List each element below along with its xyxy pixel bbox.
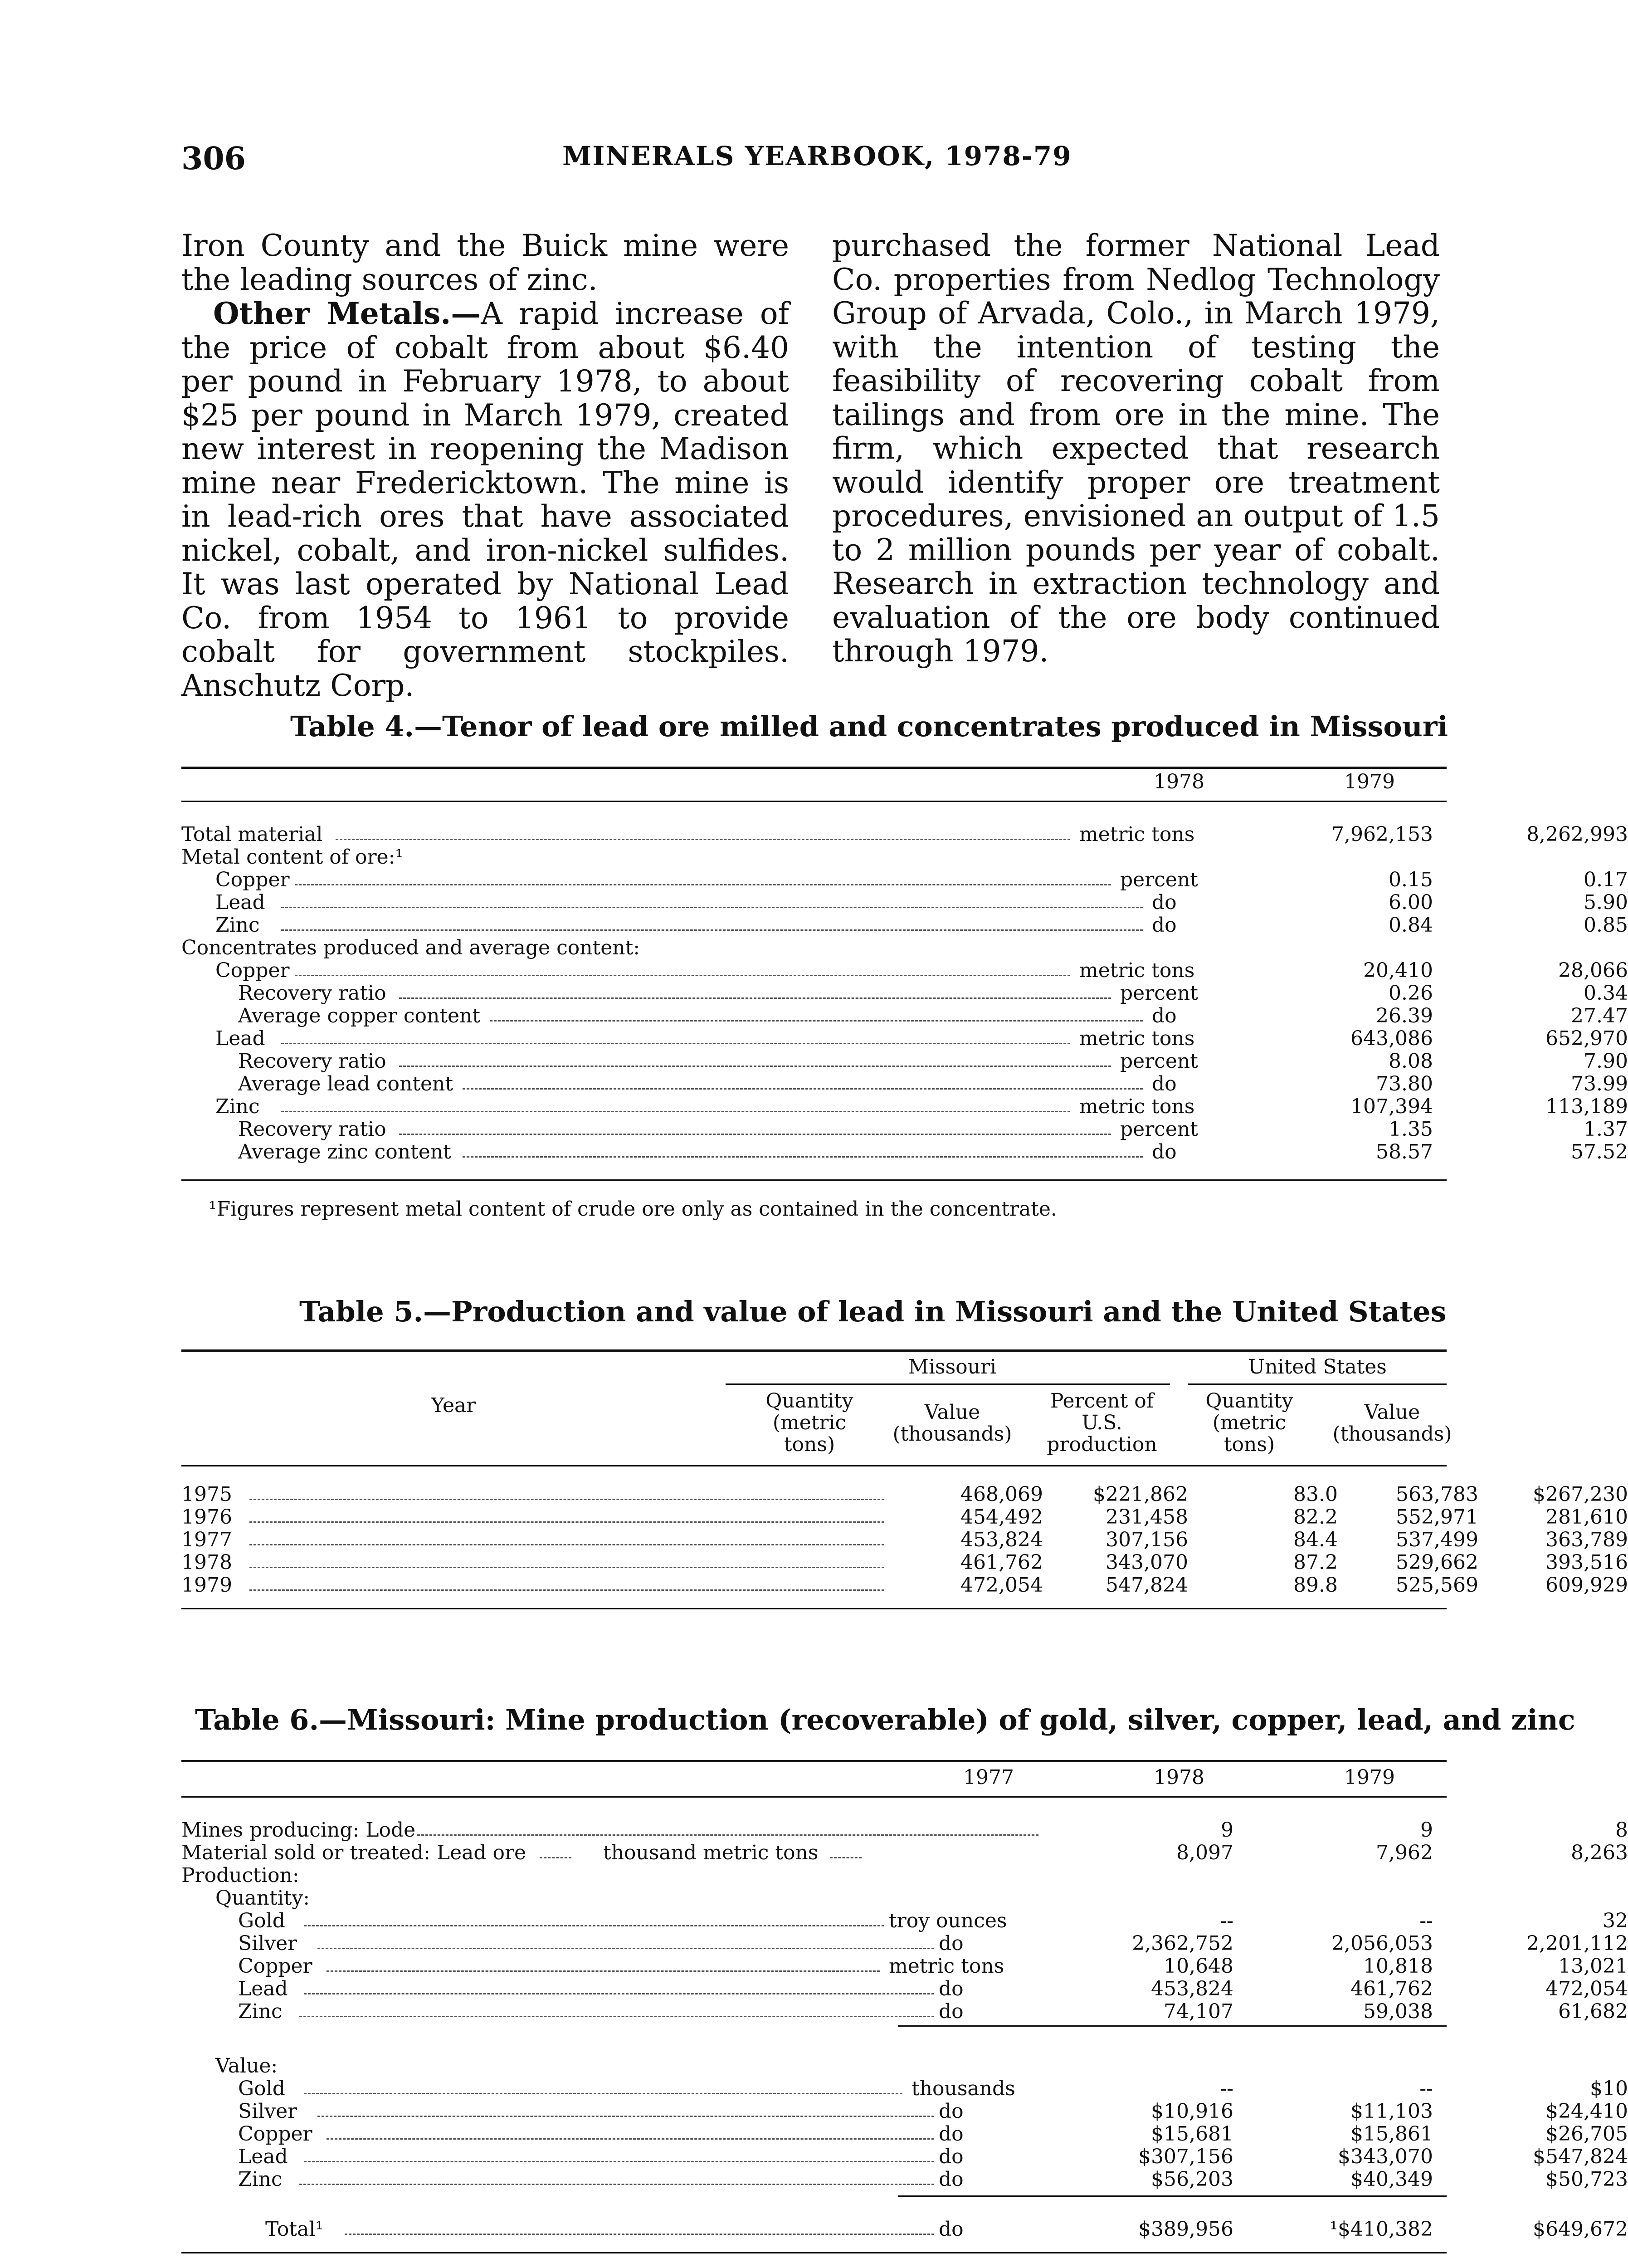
cell-mo-qty: 453,824 <box>960 1528 1043 1551</box>
cell-1977: $15,681 <box>1151 2122 1233 2146</box>
table4-title: Table 4.—Tenor of lead ore milled and concentrates produced in Missouri <box>290 710 1448 743</box>
row-label: Mines producing: Lode <box>181 1818 416 1842</box>
cell-1979: 27.47 <box>1571 1004 1628 1027</box>
cell-1979: 73.99 <box>1571 1072 1628 1095</box>
cell-1977: -- <box>1220 2077 1233 2100</box>
page-number: 306 <box>181 141 246 177</box>
cell-1979: 7.90 <box>1584 1050 1628 1073</box>
cell-year: 1977 <box>181 1528 232 1551</box>
table6-bottom-rule <box>181 2252 1447 2253</box>
row-label: Gold <box>238 1909 285 1932</box>
cell-1978: -- <box>1419 1909 1433 1932</box>
row-label: Quantity: <box>215 1887 310 1910</box>
leader-dots <box>490 997 1143 1022</box>
cell-1979: 61,682 <box>1558 2000 1628 2023</box>
row-unit: do <box>939 2168 964 2191</box>
table-row <box>181 1574 1628 1597</box>
cell-1978: 0.84 <box>1389 914 1433 937</box>
table5-top-rule <box>181 1349 1447 1352</box>
cell-year: 1978 <box>181 1551 232 1574</box>
page-header <box>181 141 1370 181</box>
cell-us-qty: 525,569 <box>1396 1574 1478 1597</box>
cell-mo-value: $221,862 <box>1093 1483 1188 1506</box>
row-unit: do <box>939 1977 964 2000</box>
cell-mo-value: 343,070 <box>1106 1551 1188 1574</box>
row-unit: do <box>1152 1140 1177 1163</box>
leader-dots <box>249 1499 884 1523</box>
cell-pct: 89.8 <box>1293 1574 1338 1597</box>
cell-year: 1976 <box>181 1505 232 1529</box>
cell-1977: $389,956 <box>1138 2218 1233 2241</box>
cell-1977: 2,362,752 <box>1132 1932 1233 1955</box>
table5-head-rule <box>181 1465 1447 1466</box>
cell-pct: 82.2 <box>1293 1505 1338 1529</box>
row-label: Lead <box>215 1027 265 1050</box>
cell-mo-value: 307,156 <box>1106 1528 1188 1551</box>
table-row <box>181 1140 1628 1163</box>
table5-group-rule-us <box>1188 1383 1447 1385</box>
row-label: Lead <box>238 2145 288 2168</box>
cell-us-qty: 537,499 <box>1396 1528 1478 1551</box>
leader-dots <box>399 975 1111 999</box>
cell-1977: -- <box>1220 1909 1233 1932</box>
row-label: Average copper content <box>238 1004 481 1027</box>
row-label: Metal content of ore:¹ <box>181 846 404 869</box>
table6-head-rule <box>181 1796 1447 1798</box>
table6-quantity-rule <box>898 2025 1447 2027</box>
cell-1978: 8.08 <box>1389 1050 1433 1073</box>
row-label: Zinc <box>238 2000 283 2023</box>
leader-dots <box>336 816 1070 840</box>
table6 <box>181 1818 1628 2254</box>
row-unit: percent <box>1120 868 1198 891</box>
cell-1977: $307,156 <box>1138 2145 1233 2168</box>
table-row <box>181 2000 1628 2023</box>
cell-1979: 28,066 <box>1558 959 1628 982</box>
cell-1979: 8,262,993 <box>1526 823 1628 846</box>
leader-dots <box>327 1948 880 1972</box>
row-unit: metric tons <box>1079 1027 1195 1050</box>
cell-1977: $56,203 <box>1151 2168 1233 2191</box>
leader-dots <box>249 1544 884 1568</box>
leader-dots <box>463 1134 1143 1158</box>
cell-1979: 8 <box>1615 1818 1628 1842</box>
cell-1979: 13,021 <box>1558 1955 1628 1978</box>
table-row <box>181 1841 1628 1864</box>
leader-dots <box>304 1970 934 1994</box>
leader-dots <box>249 1567 884 1591</box>
row-label: Zinc <box>215 914 260 937</box>
table4 <box>181 823 1628 1173</box>
leader-dots <box>345 2211 934 2235</box>
cell-1979: $24,410 <box>1545 2100 1628 2123</box>
cell-1979: 113,189 <box>1545 1095 1628 1118</box>
cell-1978: 9 <box>1420 1818 1433 1842</box>
row-label: Copper <box>215 959 290 982</box>
leader-dots <box>304 2138 934 2162</box>
row-label: Copper <box>238 1955 312 1978</box>
table-row <box>181 1864 1447 1887</box>
table6-top-rule <box>181 1760 1447 1762</box>
cell-year: 1975 <box>181 1483 232 1506</box>
row-unit: percent <box>1120 982 1198 1005</box>
cell-1978: $40,349 <box>1350 2168 1433 2191</box>
cell-mo-qty: 461,762 <box>960 1551 1043 1574</box>
cell-1979: 8,263 <box>1571 1841 1628 1864</box>
row-label: Copper <box>215 868 290 891</box>
table6-title: Table 6.—Missouri: Mine production (recoverable) of gold, silver, copper, lead, and zinc <box>195 1703 1575 1736</box>
row-unit: metric tons <box>889 1955 1004 1978</box>
cell-us-value: 363,789 <box>1545 1528 1628 1551</box>
cell-mo-qty: 472,054 <box>960 1574 1043 1597</box>
table5-group-rule-missouri <box>726 1383 1170 1385</box>
cell-1979: $10 <box>1590 2077 1628 2100</box>
table6-col-1979: 1979 <box>1344 1766 1395 1789</box>
cell-year: 1979 <box>181 1574 232 1597</box>
leader-dots <box>399 1111 1111 1135</box>
cell-1978: 58.57 <box>1376 1140 1433 1163</box>
cell-1977: 10,648 <box>1164 1955 1233 1978</box>
row-label: Total material <box>181 823 323 846</box>
table-row <box>181 914 1628 937</box>
cell-mo-value: 231,458 <box>1106 1505 1188 1529</box>
row-label: Silver <box>238 1932 297 1955</box>
cell-1979: $649,672 <box>1533 2218 1628 2241</box>
table5-col-mo-qty: Quantity (metric tons) <box>765 1389 853 1456</box>
cell-us-value: 609,929 <box>1545 1574 1628 1597</box>
leader-dots <box>299 2161 934 2185</box>
cell-mo-qty: 468,069 <box>960 1483 1043 1506</box>
row-unit: metric tons <box>1079 823 1195 846</box>
row-unit: do <box>939 2100 964 2123</box>
table-row <box>181 823 1628 846</box>
cell-pct: 84.4 <box>1293 1528 1338 1551</box>
cell-1979: 5.90 <box>1584 891 1628 914</box>
paragraph-cobalt-research: purchased the former National Lead Co. properties from Nedlog Technology Group of Arvada, Colo., in March 1979, with the intention of testing the feasibility of recovering cobalt from tailings and from ore in the mine. The firm, which expected that research would identify proper ore treatment procedures, envisioned an output of 1.5 to 2 million pounds per year of cobalt. Research in extraction technology and evaluation of the ore body continued through 1979. <box>832 228 1440 669</box>
cell-1979: $50,723 <box>1545 2168 1628 2191</box>
row-label: Average lead content <box>238 1072 453 1095</box>
table6-col-1978: 1978 <box>1154 1766 1204 1789</box>
cell-1979: $547,824 <box>1533 2145 1628 2168</box>
row-label: Average zinc content <box>238 1140 451 1163</box>
table4-head-rule <box>181 801 1447 802</box>
table4-top-rule <box>181 767 1447 769</box>
row-unit: troy ounces <box>889 1909 1007 1932</box>
leader-dots <box>327 2116 934 2140</box>
cell-pct: 83.0 <box>1293 1483 1338 1506</box>
row-label: Lead <box>238 1977 288 2000</box>
table4-footnote: ¹Figures represent metal content of crude ore only as contained in the concentrate. <box>209 1198 1057 1221</box>
leader-dots <box>281 907 1143 931</box>
table-row <box>181 2168 1628 2191</box>
table6-col-1977: 1977 <box>963 1766 1014 1789</box>
cell-1978: 0.15 <box>1389 868 1433 891</box>
running-title: MINERALS YEARBOOK, 1978-79 <box>562 141 1072 171</box>
leader-dots <box>281 1088 1070 1112</box>
table5-col-mo-value: Value (thousands) <box>892 1401 1012 1446</box>
cell-1978: 10,818 <box>1363 1955 1433 1978</box>
table5-col-us-value: Value (thousands) <box>1332 1401 1452 1446</box>
row-label: Copper <box>238 2122 312 2146</box>
cell-1978: 2,056,053 <box>1331 1932 1433 1955</box>
left-column <box>181 229 789 703</box>
leader-dots <box>249 1476 884 1500</box>
table5-col-year: Year <box>431 1394 476 1417</box>
row-unit: thousand metric tons <box>603 1841 819 1864</box>
cell-1978: 1.35 <box>1389 1118 1433 1141</box>
table5-group-us: United States <box>1248 1355 1387 1378</box>
cell-us-value: $267,230 <box>1533 1483 1628 1506</box>
cell-1979: 472,054 <box>1545 1977 1628 2000</box>
leader-dots <box>417 1812 1038 1836</box>
table-row <box>181 2218 1628 2241</box>
table4-col-1978: 1978 <box>1154 770 1204 793</box>
cell-1977: 9 <box>1221 1818 1233 1842</box>
table4-bottom-rule <box>181 1179 1447 1181</box>
leader-dots <box>830 1834 862 1858</box>
table5 <box>181 1483 1628 1597</box>
cell-1978: 73.80 <box>1376 1072 1433 1095</box>
cell-us-value: 281,610 <box>1545 1505 1628 1529</box>
row-unit: do <box>939 2218 964 2241</box>
cell-1978: ¹$410,382 <box>1330 2218 1433 2241</box>
paragraph-zinc-sources: Iron County and the Buick mine were the leading sources of zinc. <box>181 228 789 297</box>
row-unit: do <box>939 2000 964 2023</box>
other-metals-body: A rapid increase of the price of cobalt from about $6.40 per pound in February 1978, to about $25 per pound in March 1979, created new interest in reopening the Madison mine near Fredericktown. The mine is in lead-rich ores that have associated nickel, cobalt, and iron-nickel sulfides. It was last operated by National Lead Co. from 1954 to 1961 to provide cobalt for government stockpiles. Anschutz Corp. <box>181 296 790 703</box>
cell-1977: 453,824 <box>1151 1977 1233 2000</box>
row-unit: do <box>939 2145 964 2168</box>
table5-title: Table 5.—Production and value of lead in Missouri and the United States <box>299 1295 1447 1328</box>
row-unit: do <box>939 2122 964 2146</box>
leader-dots <box>299 1993 934 2017</box>
cell-1978: -- <box>1419 2077 1433 2100</box>
row-label: Recovery ratio <box>238 1118 386 1141</box>
cell-1979: 57.52 <box>1571 1140 1628 1163</box>
cell-1978: $11,103 <box>1350 2100 1433 2123</box>
leader-dots <box>317 1925 934 1949</box>
leader-dots <box>540 1834 571 1858</box>
cell-1979: $26,705 <box>1545 2122 1628 2146</box>
cell-1978: 59,038 <box>1363 2000 1433 2023</box>
cell-us-qty: 552,971 <box>1396 1505 1478 1529</box>
cell-1979: 652,970 <box>1545 1027 1628 1050</box>
cell-1978: $15,861 <box>1350 2122 1433 2146</box>
leader-dots <box>295 952 1070 976</box>
table6-value-rule <box>898 2195 1447 2197</box>
paragraph-other-metals <box>181 297 789 703</box>
row-unit: thousands <box>911 2077 1015 2100</box>
cell-1978: 0.26 <box>1389 982 1433 1005</box>
row-unit: percent <box>1120 1050 1198 1073</box>
cell-1978: 6.00 <box>1389 891 1433 914</box>
leader-dots <box>463 1066 1143 1090</box>
cell-1978: 643,086 <box>1350 1027 1433 1050</box>
row-label: Material sold or treated: Lead ore <box>181 1841 526 1864</box>
cell-1978: $343,070 <box>1338 2145 1433 2168</box>
table-row <box>181 1818 1628 1842</box>
row-unit: metric tons <box>1079 1095 1195 1118</box>
row-label: Recovery ratio <box>238 982 386 1005</box>
leader-dots <box>304 2070 902 2094</box>
row-label: Recovery ratio <box>238 1050 386 1073</box>
row-label: Concentrates produced and average content: <box>181 936 640 959</box>
cell-1979: 0.17 <box>1584 868 1628 891</box>
cell-1979: 0.34 <box>1584 982 1628 1005</box>
cell-1978: 20,410 <box>1363 959 1433 982</box>
cell-1979: 0.85 <box>1584 914 1628 937</box>
row-unit: do <box>1152 1072 1177 1095</box>
cell-mo-qty: 454,492 <box>960 1505 1043 1529</box>
table5-group-missouri: Missouri <box>908 1355 997 1378</box>
cell-pct: 87.2 <box>1293 1551 1338 1574</box>
row-label: Zinc <box>238 2168 283 2191</box>
row-label: Value: <box>215 2054 278 2077</box>
row-unit: do <box>1152 1004 1177 1027</box>
cell-us-qty: 529,662 <box>1396 1551 1478 1574</box>
row-unit: do <box>1152 914 1177 937</box>
table5-col-us-qty: Quantity (metric tons) <box>1205 1389 1293 1456</box>
row-label: Production: <box>181 1864 299 1887</box>
cell-1979: 32 <box>1603 1909 1628 1932</box>
row-unit: do <box>939 1932 964 1955</box>
cell-1978: 7,962,153 <box>1331 823 1433 846</box>
table5-bottom-rule <box>181 1608 1447 1609</box>
cell-1979: 1.37 <box>1584 1118 1628 1141</box>
row-label: Gold <box>238 2077 285 2100</box>
row-unit: percent <box>1120 1118 1198 1141</box>
leader-dots <box>399 1043 1111 1067</box>
leader-dots <box>249 1521 884 1545</box>
other-metals-heading: Other Metals.— <box>213 296 481 331</box>
cell-1977: 74,107 <box>1164 2000 1233 2023</box>
row-label: Lead <box>215 891 265 914</box>
cell-1978: 461,762 <box>1350 1977 1433 2000</box>
cell-us-value: 393,516 <box>1545 1551 1628 1574</box>
cell-1978: 26.39 <box>1376 1004 1433 1027</box>
row-unit: do <box>1152 891 1177 914</box>
cell-1977: 8,097 <box>1176 1841 1233 1864</box>
row-label: Total¹ <box>265 2218 324 2241</box>
leader-dots <box>304 1902 884 1926</box>
cell-1978: 107,394 <box>1350 1095 1433 1118</box>
cell-mo-value: 547,824 <box>1106 1574 1188 1597</box>
cell-1979: 2,201,112 <box>1526 1932 1628 1955</box>
row-unit: metric tons <box>1079 959 1195 982</box>
table5-col-pct: Percent of U.S. production <box>1047 1389 1157 1456</box>
cell-us-qty: 563,783 <box>1396 1483 1478 1506</box>
table4-col-1979: 1979 <box>1344 770 1395 793</box>
row-label: Silver <box>238 2100 297 2123</box>
right-column <box>832 229 1440 669</box>
cell-1977: $10,916 <box>1151 2100 1233 2123</box>
leader-dots <box>317 2093 934 2117</box>
cell-1978: 7,962 <box>1376 1841 1433 1864</box>
leader-dots <box>295 861 1111 885</box>
leader-dots <box>281 1020 1070 1044</box>
leader-dots <box>281 884 1143 908</box>
row-label: Zinc <box>215 1095 260 1118</box>
